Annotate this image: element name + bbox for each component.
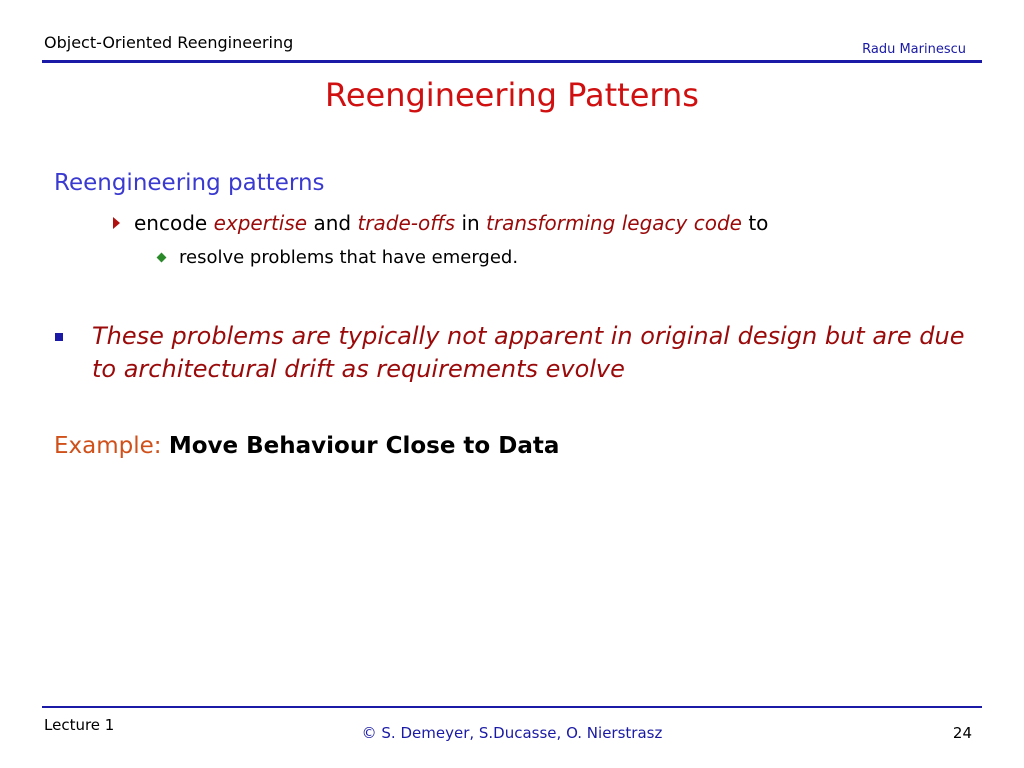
footer-divider (42, 706, 982, 708)
word-encode: encode (134, 211, 208, 235)
header-divider (42, 60, 982, 63)
example-text: Move Behaviour Close to Data (168, 433, 560, 459)
word-trade-offs: trade-offs (357, 211, 456, 235)
author-name: Radu Marinescu (862, 42, 966, 57)
example-line (54, 433, 559, 459)
bullet-encode (113, 211, 768, 235)
word-in: in (461, 211, 480, 235)
bullet-reengineering-patterns: Reengineering patterns (54, 170, 325, 196)
diamond-bullet-icon (157, 253, 167, 263)
copyright: © S. Demeyer, S.Ducasse, O. Nierstrasz (361, 724, 663, 742)
lecture-label: Lecture 1 (44, 716, 115, 734)
page-number: 24 (952, 724, 972, 742)
word-transforming-legacy-code: transforming legacy code (486, 211, 742, 235)
course-title: Object-Oriented Reengineering (44, 33, 294, 52)
bullet-resolve-problems (158, 247, 518, 268)
word-expertise: expertise (213, 211, 308, 235)
resolve-problems-text: resolve problems that have emerged. (179, 247, 519, 268)
example-label: Example: (54, 433, 162, 459)
square-bullet-icon (55, 333, 63, 341)
word-and: and (313, 211, 352, 235)
slide-title: Reengineering Patterns (325, 76, 699, 114)
triangle-bullet-icon (113, 217, 120, 229)
bullet-problems-not-apparent: These problems are typically not apparent in original design but are due to architectural drift as requirements evolve (92, 322, 965, 383)
word-to: to (748, 211, 769, 235)
